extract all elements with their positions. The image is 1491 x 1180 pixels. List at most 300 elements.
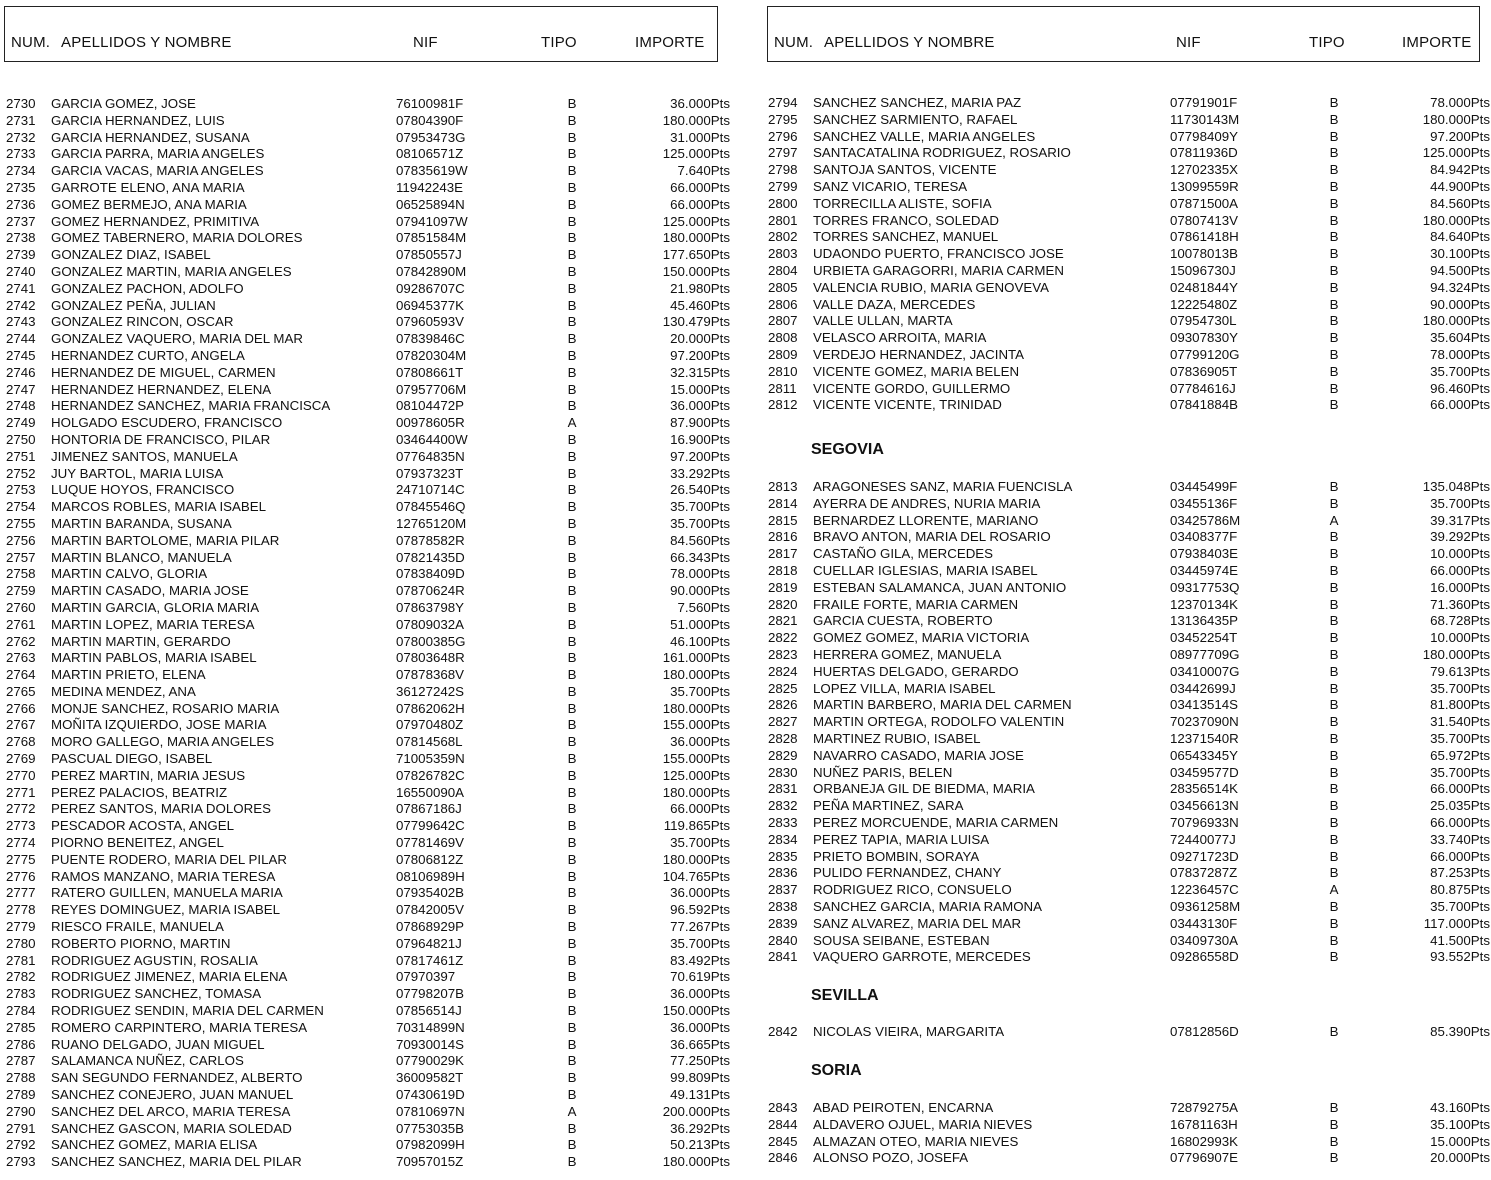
row-tipo: B <box>1329 346 1339 362</box>
row-nif: 07862062H <box>396 700 465 716</box>
row-num: 2745 <box>6 347 36 363</box>
row-num: 2817 <box>768 546 798 562</box>
row-name: NICOLAS VIEIRA, MARGARITA <box>813 1024 1005 1039</box>
row-importe: 180.000Pts <box>662 851 730 867</box>
row-name: VICENTE GORDO, GUILLERMO <box>813 380 1011 396</box>
row-tipo: B <box>567 784 577 800</box>
row-nif: 07957706M <box>396 381 467 397</box>
row-importe: 83.492Pts <box>670 952 730 968</box>
row-name: HUERTAS DELGADO, GERARDO <box>813 663 1019 679</box>
row-name: AYERRA DE ANDRES, NURIA MARIA <box>813 495 1041 511</box>
row-importe: 155.000Pts <box>662 751 730 767</box>
row-importe: 70.619Pts <box>670 969 730 985</box>
row-nif: 07803648R <box>396 650 465 666</box>
row-num: 2802 <box>768 229 798 245</box>
table-row <box>6 1037 730 1054</box>
table-row <box>768 145 1490 162</box>
row-nif: 36127242S <box>396 683 465 699</box>
row-tipo: B <box>1329 781 1339 797</box>
row-nif: 03410007G <box>1170 663 1240 679</box>
table-row <box>768 697 1490 714</box>
table-row <box>6 1070 730 1087</box>
row-importe: 35.700Pts <box>1430 680 1490 696</box>
row-num: 2791 <box>6 1120 36 1136</box>
row-name: GOMEZ TABERNERO, MARIA DOLORES <box>51 230 303 246</box>
row-num: 2750 <box>6 431 36 447</box>
row-num: 2758 <box>6 566 36 582</box>
row-importe: 32.315Pts <box>670 364 730 380</box>
table-row <box>6 650 730 667</box>
row-num: 2837 <box>768 882 798 898</box>
row-name: SANZ ALVAREZ, MARIA DEL MAR <box>813 915 1022 931</box>
row-name: GARCIA GOMEZ, JOSE <box>51 96 196 111</box>
table-row <box>768 815 1490 832</box>
row-num: 2814 <box>768 495 798 511</box>
row-num: 2797 <box>768 145 798 161</box>
row-importe: 35.700Pts <box>670 499 730 515</box>
row-num: 2742 <box>6 297 36 313</box>
table-row <box>768 613 1490 630</box>
row-nif: 00978605R <box>396 415 465 431</box>
row-nif: 07870624R <box>396 583 465 599</box>
row-tipo: B <box>1329 1100 1339 1115</box>
left-table-header <box>4 6 718 62</box>
row-importe: 46.100Pts <box>670 633 730 649</box>
table-row <box>6 432 730 449</box>
row-name: SANTOJA SANTOS, VICENTE <box>813 162 997 178</box>
row-nif: 70930014S <box>396 1036 465 1052</box>
table-row <box>768 95 1490 112</box>
row-num: 2764 <box>6 667 36 683</box>
row-nif: 11942243E <box>396 179 464 195</box>
row-importe: 49.131Pts <box>670 1087 730 1103</box>
row-importe: 41.500Pts <box>1430 932 1490 948</box>
row-nif: 12371540R <box>1170 730 1239 746</box>
row-tipo: B <box>1329 714 1339 730</box>
row-nif: 07821435D <box>396 549 465 565</box>
row-num: 2783 <box>6 986 36 1002</box>
row-tipo: B <box>1329 697 1339 713</box>
table-row <box>6 885 730 902</box>
table-row <box>6 113 730 130</box>
row-tipo: B <box>1329 613 1339 629</box>
row-name: SANCHEZ GARCIA, MARIA RAMONA <box>813 898 1043 914</box>
row-tipo: B <box>1329 596 1339 612</box>
row-name: HERNANDEZ HERNANDEZ, ELENA <box>51 381 272 397</box>
row-nif: 07836905T <box>1170 363 1238 379</box>
row-name: MARTIN BLANCO, MANUELA <box>51 549 232 565</box>
row-num: 2760 <box>6 599 36 615</box>
row-name: CUELLAR IGLESIAS, MARIA ISABEL <box>813 562 1038 578</box>
row-importe: 78.000Pts <box>1430 346 1490 362</box>
table-row <box>768 246 1490 263</box>
row-nif: 03445499F <box>1170 479 1238 494</box>
row-tipo: B <box>567 986 577 1002</box>
row-num: 2743 <box>6 314 36 330</box>
row-num: 2746 <box>6 364 36 380</box>
row-num: 2829 <box>768 747 798 763</box>
row-importe: 78.000Pts <box>1430 95 1490 110</box>
row-tipo: B <box>1329 495 1339 511</box>
table-row <box>6 130 730 147</box>
row-nif: 70314899N <box>396 1019 465 1035</box>
table-row <box>6 600 730 617</box>
table-row <box>6 348 730 365</box>
province-title-segovia: SEGOVIA <box>811 441 884 458</box>
row-nif: 07808661T <box>396 364 464 380</box>
row-importe: 16.000Pts <box>1430 579 1490 595</box>
row-num: 2769 <box>6 751 36 767</box>
table-row <box>6 96 730 113</box>
table-row <box>6 247 730 264</box>
sevilla-list <box>768 1024 1490 1041</box>
row-importe: 21.980Pts <box>670 280 730 296</box>
row-nif: 72440077J <box>1170 831 1236 847</box>
table-row <box>6 499 730 516</box>
table-row <box>6 214 730 231</box>
row-tipo: A <box>567 1103 577 1119</box>
row-name: NUÑEZ PARIS, BELEN <box>813 764 953 780</box>
row-name: SANCHEZ SANCHEZ, MARIA DEL PILAR <box>51 1154 302 1170</box>
row-tipo: B <box>567 969 577 985</box>
row-tipo: B <box>567 112 577 128</box>
row-importe: 31.540Pts <box>1430 714 1490 730</box>
table-row <box>6 701 730 718</box>
row-importe: 180.000Pts <box>1422 212 1490 228</box>
row-num: 2809 <box>768 346 798 362</box>
row-num: 2792 <box>6 1137 36 1153</box>
row-name: RODRIGUEZ RICO, CONSUELO <box>813 882 1012 898</box>
row-num: 2796 <box>768 128 798 144</box>
row-num: 2766 <box>6 700 36 716</box>
row-nif: 70237090N <box>1170 714 1239 730</box>
table-row <box>6 953 730 970</box>
row-num: 2761 <box>6 616 36 632</box>
table-row <box>768 1100 1490 1117</box>
row-nif: 09307830Y <box>1170 330 1239 346</box>
header-nif: NIF <box>413 34 438 51</box>
row-nif: 16550090A <box>396 784 465 800</box>
row-num: 2744 <box>6 331 36 347</box>
row-name: VICENTE GOMEZ, MARIA BELEN <box>813 363 1020 379</box>
row-num: 2793 <box>6 1154 36 1170</box>
row-nif: 07964821J <box>396 935 462 951</box>
row-nif: 07810697N <box>396 1103 465 1119</box>
row-name: MORO GALLEGO, MARIA ANGELES <box>51 734 275 750</box>
row-num: 2808 <box>768 330 798 346</box>
row-importe: 66.343Pts <box>670 549 730 565</box>
row-num: 2846 <box>768 1150 798 1166</box>
row-num: 2784 <box>6 1003 36 1019</box>
row-tipo: B <box>567 213 577 229</box>
row-importe: 97.200Pts <box>670 347 730 363</box>
row-nif: 12236457C <box>1170 882 1239 898</box>
row-importe: 90.000Pts <box>1430 296 1490 312</box>
table-row <box>768 263 1490 280</box>
table-row <box>6 314 730 331</box>
row-tipo: B <box>567 331 577 347</box>
row-name: UDAONDO PUERTO, FRANCISCO JOSE <box>813 246 1064 262</box>
row-num: 2773 <box>6 818 36 834</box>
row-tipo: B <box>567 700 577 716</box>
row-nif: 07851584M <box>396 230 467 246</box>
row-num: 2780 <box>6 935 36 951</box>
row-tipo: B <box>567 431 577 447</box>
row-nif: 06945377K <box>396 297 465 313</box>
row-nif: 07861418H <box>1170 229 1239 245</box>
row-nif: 07871500A <box>1170 195 1239 211</box>
row-name: MARTIN ORTEGA, RODOLFO VALENTIN <box>813 714 1065 730</box>
row-num: 2826 <box>768 697 798 713</box>
row-importe: 45.460Pts <box>670 297 730 313</box>
table-row <box>6 482 730 499</box>
table-row <box>768 529 1490 546</box>
row-name: GOMEZ GOMEZ, MARIA VICTORIA <box>813 630 1030 646</box>
row-nif: 07954730L <box>1170 313 1237 329</box>
table-row <box>6 1154 730 1171</box>
row-name: NAVARRO CASADO, MARIA JOSE <box>813 747 1024 763</box>
row-nif: 03452254T <box>1170 630 1238 646</box>
row-nif: 03445974E <box>1170 562 1239 578</box>
header-importe: IMPORTE <box>635 34 705 51</box>
row-tipo: B <box>567 885 577 901</box>
row-name: RODRIGUEZ SANCHEZ, TOMASA <box>51 986 262 1002</box>
row-importe: 26.540Pts <box>670 482 730 498</box>
row-nif: 08104472P <box>396 398 465 414</box>
row-nif: 03408377F <box>1170 529 1238 545</box>
table-row <box>768 546 1490 563</box>
row-num: 2740 <box>6 263 36 279</box>
row-nif: 07842005V <box>396 902 465 918</box>
table-row <box>6 382 730 399</box>
row-tipo: B <box>1329 630 1339 646</box>
row-tipo: B <box>567 868 577 884</box>
row-tipo: B <box>567 599 577 615</box>
right-table-header <box>767 6 1480 62</box>
row-importe: 180.000Pts <box>1422 313 1490 329</box>
row-nif: 07798207B <box>396 986 465 1002</box>
row-nif: 03459577D <box>1170 764 1239 780</box>
row-name: ABAD PEIROTEN, ENCARNA <box>813 1100 994 1115</box>
header-tipo: TIPO <box>1309 34 1345 51</box>
row-num: 2776 <box>6 868 36 884</box>
row-num: 2754 <box>6 499 36 515</box>
table-row <box>6 415 730 432</box>
row-num: 2795 <box>768 111 798 127</box>
row-num: 2748 <box>6 398 36 414</box>
row-nif: 07753035B <box>396 1120 465 1136</box>
row-name: PEREZ MARTIN, MARIA JESUS <box>51 767 246 783</box>
row-nif: 07817461Z <box>396 952 464 968</box>
row-num: 2752 <box>6 465 36 481</box>
row-nif: 12702335X <box>1170 162 1239 178</box>
row-importe: 31.000Pts <box>670 129 730 145</box>
table-row <box>6 684 730 701</box>
table-row <box>768 630 1490 647</box>
row-name: LUQUE HOYOS, FRANCISCO <box>51 482 235 498</box>
row-importe: 84.560Pts <box>1430 195 1490 211</box>
row-name: FRAILE FORTE, MARIA CARMEN <box>813 596 1019 612</box>
row-name: PULIDO FERNANDEZ, CHANY <box>813 865 1002 881</box>
row-importe: 66.000Pts <box>1430 781 1490 797</box>
table-row <box>6 785 730 802</box>
row-nif: 36009582T <box>396 1070 464 1086</box>
row-nif: 09317753Q <box>1170 579 1240 595</box>
row-importe: 36.000Pts <box>670 734 730 750</box>
row-tipo: B <box>1329 363 1339 379</box>
row-nif: 07791901F <box>1170 95 1238 110</box>
row-tipo: B <box>1329 562 1339 578</box>
row-importe: 125.000Pts <box>662 146 730 162</box>
row-name: LOPEZ VILLA, MARIA ISABEL <box>813 680 996 696</box>
table-row <box>6 298 730 315</box>
row-tipo: B <box>567 482 577 498</box>
row-tipo: B <box>567 499 577 515</box>
row-importe: 50.213Pts <box>670 1137 730 1153</box>
row-tipo: B <box>1329 479 1339 494</box>
table-row <box>768 647 1490 664</box>
row-name: TORRES SANCHEZ, MANUEL <box>813 229 999 245</box>
row-nif: 11730143M <box>1170 111 1240 127</box>
row-num: 2794 <box>768 95 798 110</box>
row-importe: 35.604Pts <box>1430 330 1490 346</box>
row-name: JIMENEZ SANTOS, MANUELA <box>51 448 238 464</box>
row-name: RUANO DELGADO, JUAN MIGUEL <box>51 1036 265 1052</box>
row-num: 2816 <box>768 529 798 545</box>
row-importe: 33.292Pts <box>670 465 730 481</box>
header-num: NUM. <box>774 34 814 51</box>
table-row <box>768 213 1490 230</box>
row-nif: 07764835N <box>396 448 465 464</box>
table-row <box>768 781 1490 798</box>
table-row <box>768 933 1490 950</box>
table-row <box>6 936 730 953</box>
row-tipo: B <box>1329 579 1339 595</box>
row-nif: 08977709G <box>1170 646 1240 662</box>
row-name: HERNANDEZ CURTO, ANGELA <box>51 347 245 363</box>
row-nif: 76100981F <box>396 96 464 111</box>
row-nif: 07814568L <box>396 734 463 750</box>
row-importe: 84.560Pts <box>670 532 730 548</box>
row-num: 2767 <box>6 717 36 733</box>
row-name: VALLE ULLAN, MARTA <box>813 313 953 329</box>
table-row <box>768 597 1490 614</box>
row-importe: 180.000Pts <box>662 784 730 800</box>
table-row <box>768 1117 1490 1134</box>
row-tipo: B <box>1329 178 1339 194</box>
row-num: 2737 <box>6 213 36 229</box>
row-importe: 84.640Pts <box>1430 229 1490 245</box>
row-num: 2770 <box>6 767 36 783</box>
table-row <box>6 516 730 533</box>
row-importe: 35.700Pts <box>1430 898 1490 914</box>
row-importe: 36.292Pts <box>670 1120 730 1136</box>
soria-list <box>768 1100 1490 1167</box>
row-importe: 180.000Pts <box>662 230 730 246</box>
row-tipo: B <box>567 163 577 179</box>
row-tipo: B <box>1329 546 1339 562</box>
row-tipo: B <box>1329 1133 1339 1149</box>
row-tipo: B <box>567 734 577 750</box>
header-name: APELLIDOS Y NOMBRE <box>824 34 995 51</box>
row-importe: 36.000Pts <box>670 398 730 414</box>
segovia-list <box>768 479 1490 966</box>
row-nif: 07960593V <box>396 314 465 330</box>
row-tipo: B <box>567 683 577 699</box>
row-importe: 36.000Pts <box>670 986 730 1002</box>
row-name: ALDAVERO OJUEL, MARIA NIEVES <box>813 1116 1033 1132</box>
row-tipo: B <box>567 902 577 918</box>
row-name: VICENTE VICENTE, TRINIDAD <box>813 397 1002 413</box>
row-nif: 07850557J <box>396 247 462 263</box>
row-name: TORRECILLA ALISTE, SOFIA <box>813 195 992 211</box>
row-name: MARTINEZ RUBIO, ISABEL <box>813 730 981 746</box>
row-tipo: B <box>567 1120 577 1136</box>
row-name: RATERO GUILLEN, MANUELA MARIA <box>51 885 283 901</box>
row-tipo: B <box>1329 831 1339 847</box>
row-importe: 77.250Pts <box>670 1053 730 1069</box>
row-num: 2755 <box>6 515 36 531</box>
table-row <box>768 313 1490 330</box>
row-name: ALONSO POZO, JOSEFA <box>813 1150 969 1166</box>
row-name: SANCHEZ SARMIENTO, RAFAEL <box>813 111 1018 127</box>
table-row <box>768 1150 1490 1167</box>
row-name: SANCHEZ GOMEZ, MARIA ELISA <box>51 1137 258 1153</box>
row-tipo: B <box>567 1137 577 1153</box>
row-tipo: B <box>1329 730 1339 746</box>
row-name: GOMEZ HERNANDEZ, PRIMITIVA <box>51 213 260 229</box>
row-tipo: B <box>1329 212 1339 228</box>
row-tipo: B <box>1329 279 1339 295</box>
table-row <box>768 563 1490 580</box>
row-importe: 66.000Pts <box>670 179 730 195</box>
row-tipo: B <box>567 129 577 145</box>
row-tipo: B <box>567 347 577 363</box>
row-tipo: B <box>1329 915 1339 931</box>
row-tipo: B <box>1329 1150 1339 1166</box>
row-name: GARCIA PARRA, MARIA ANGELES <box>51 146 265 162</box>
row-importe: 66.000Pts <box>670 196 730 212</box>
row-num: 2782 <box>6 969 36 985</box>
table-row <box>6 768 730 785</box>
row-importe: 44.900Pts <box>1430 178 1490 194</box>
row-nif: 07799642C <box>396 818 465 834</box>
row-tipo: B <box>1329 529 1339 545</box>
row-importe: 90.000Pts <box>670 583 730 599</box>
row-importe: 180.000Pts <box>662 1154 730 1170</box>
row-tipo: B <box>1329 229 1339 245</box>
row-name: PRIETO BOMBIN, SORAYA <box>813 848 980 864</box>
row-name: MARTIN BARTOLOME, MARIA PILAR <box>51 532 280 548</box>
row-importe: 7.640Pts <box>677 163 730 179</box>
row-tipo: B <box>1329 313 1339 329</box>
row-nif: 13099559R <box>1170 178 1239 194</box>
row-num: 2799 <box>768 178 798 194</box>
table-row <box>768 681 1490 698</box>
row-tipo: B <box>567 263 577 279</box>
row-importe: 117.000Pts <box>1423 915 1490 931</box>
row-nif: 07839846C <box>396 331 465 347</box>
row-tipo: A <box>1329 512 1339 528</box>
row-num: 2813 <box>768 479 798 494</box>
row-num: 2841 <box>768 949 798 965</box>
row-num: 2823 <box>768 646 798 662</box>
row-nif: 07790029K <box>396 1053 465 1069</box>
row-name: SALAMANCA NUÑEZ, CARLOS <box>51 1053 244 1069</box>
table-row <box>768 798 1490 815</box>
row-nif: 07835619W <box>396 163 468 179</box>
row-name: GARCIA HERNANDEZ, SUSANA <box>51 129 250 145</box>
